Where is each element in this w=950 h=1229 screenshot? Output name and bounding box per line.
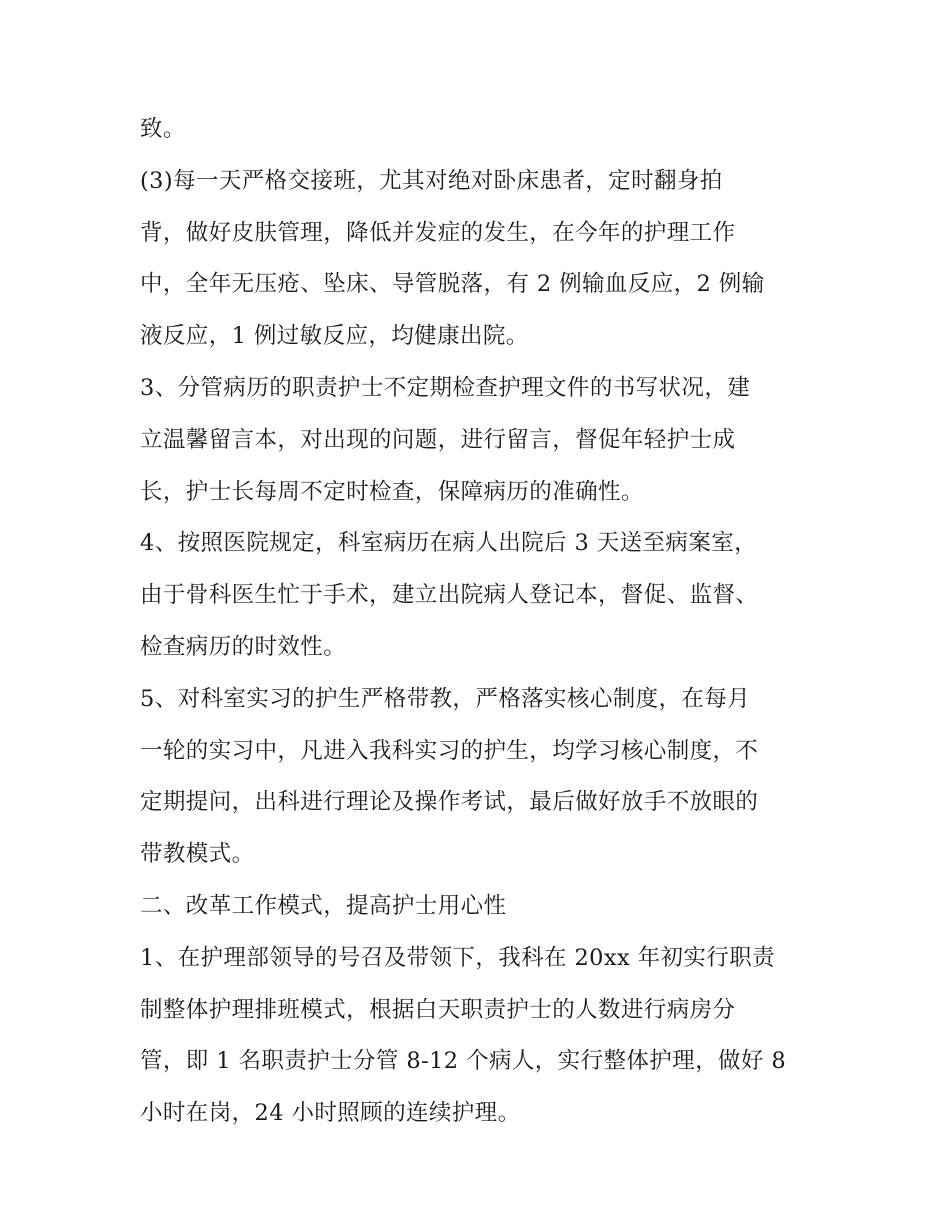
text-line: 液反应，1 例过敏反应，均健康出院。 xyxy=(140,323,529,350)
text-line: 致。 xyxy=(140,116,186,142)
text-line: 中，全年无压疮、坠床、导管脱落，有 2 例输血反应，2 例输 xyxy=(140,271,765,298)
text-line: 检查病历的时效性。 xyxy=(140,633,347,660)
text-line: 小时在岗，24 小时照顾的连续护理。 xyxy=(140,1100,521,1127)
text-line: 3、分管病历的职责护士不定期检查护理文件的书写状况，建 xyxy=(140,374,751,401)
text-line: 一轮的实习中，凡进入我科实习的护生，均学习核心制度，不 xyxy=(140,737,759,764)
text-line: 定期提问，出科进行理论及操作考试，最后做好放手不放眼的 xyxy=(140,789,759,816)
text-line: 制整体护理排班模式，根据白天职责护士的人数进行病房分 xyxy=(140,996,736,1023)
text-line: 4、按照医院规定，科室病历在病人出院后 3 天送至病案室， xyxy=(140,530,758,557)
text-line: 带教模式。 xyxy=(140,841,255,868)
text-line: 管，即 1 名职责护士分管 8-12 个病人，实行整体护理，做好 8 xyxy=(140,1048,787,1075)
document-body xyxy=(140,104,820,1140)
text-line: 由于骨科医生忙于手术，建立出院病人登记本，督促、监督、 xyxy=(140,582,759,609)
section-heading: 二、改革工作模式，提高护士用心性 xyxy=(140,892,507,919)
text-line: 长，护士长每周不定时检查，保障病历的准确性。 xyxy=(140,478,644,505)
text-line: 5、对科室实习的护生严格带教，严格落实核心制度，在每月 xyxy=(140,685,751,712)
text-line: (3)每一天严格交接班，尤其对绝对卧床患者，定时翻身拍 xyxy=(140,167,723,194)
text-line: 1、在护理部领导的号召及带领下，我科在 20xx 年初实行职责 xyxy=(140,944,776,971)
text-line: 背，做好皮肤管理，降低并发症的发生，在今年的护理工作 xyxy=(140,219,736,246)
text-line: 立温馨留言本，对出现的问题，进行留言，督促年轻护士成 xyxy=(140,426,736,453)
